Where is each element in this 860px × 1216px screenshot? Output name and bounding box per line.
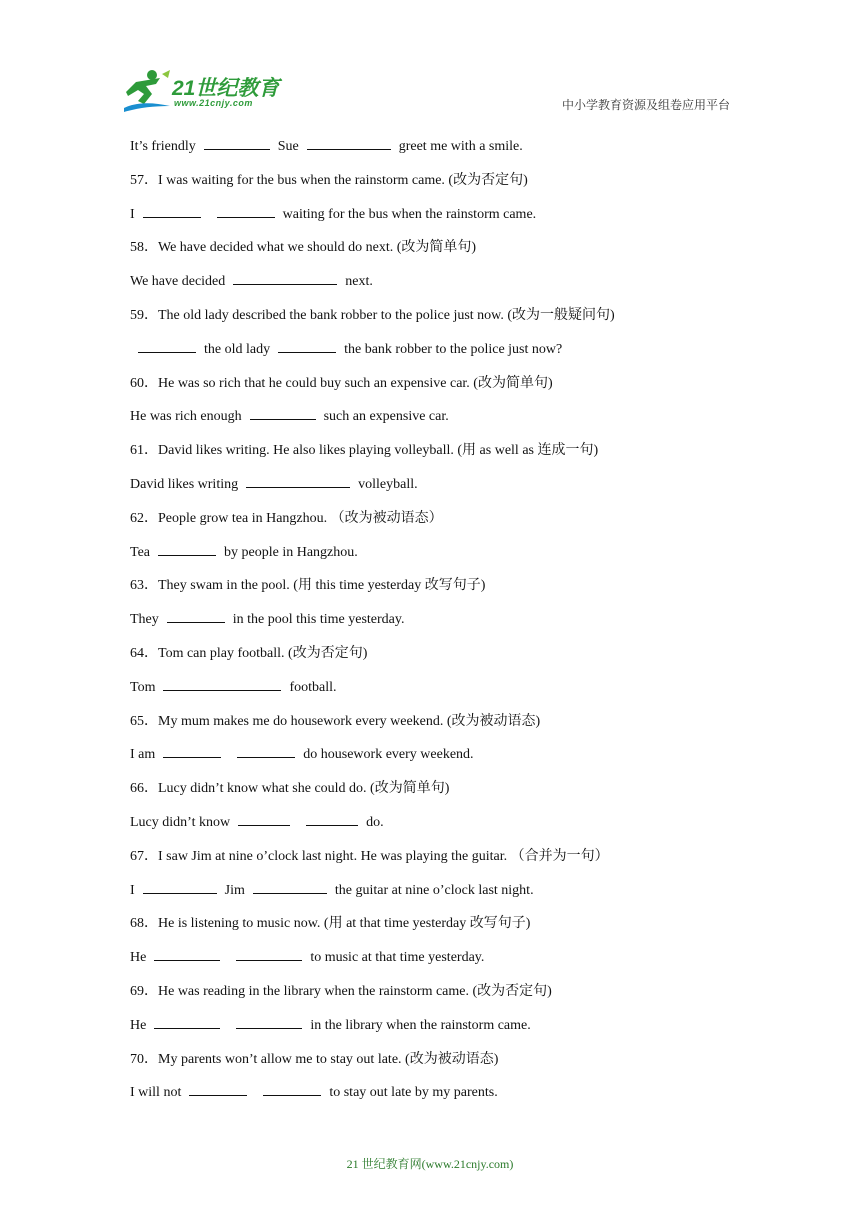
answer-text: Tea (130, 544, 151, 560)
answer-blank[interactable] (246, 475, 350, 488)
question-line (130, 374, 750, 408)
answer-blank[interactable] (167, 610, 225, 623)
answer-text: I will not (130, 1085, 182, 1101)
question-line (130, 171, 750, 205)
question-text: 60．He was so rich that he could buy such an expensive car. (改为简单句) (130, 375, 553, 391)
question-line (130, 441, 750, 475)
answer-text: Jim (224, 882, 245, 898)
answer-blank[interactable] (233, 272, 337, 285)
answer-text: football. (289, 679, 337, 695)
answer-line (130, 137, 750, 171)
answer-text: They (130, 612, 159, 628)
answer-text: such an expensive car. (323, 409, 449, 425)
answer-blank[interactable] (163, 678, 281, 691)
answer-blank[interactable] (217, 205, 275, 218)
answer-blank[interactable] (250, 407, 316, 420)
answer-text: He (130, 1017, 147, 1033)
answer-blank[interactable] (154, 1016, 220, 1029)
answer-line (130, 881, 750, 915)
answer-text: in the library when the rainstorm came. (310, 1017, 531, 1033)
question-line (130, 576, 750, 610)
answer-text: He was rich enough (130, 409, 242, 425)
answer-blank[interactable] (238, 813, 290, 826)
answer-text: waiting for the bus when the rainstorm came. (282, 206, 537, 222)
answer-text: to stay out late by my parents. (329, 1085, 498, 1101)
answer-line (130, 1083, 750, 1117)
answer-text: by people in Hangzhou. (224, 544, 358, 560)
question-line (130, 779, 750, 813)
answer-line (130, 610, 750, 644)
logo-brand-text: 21世纪教育 (172, 77, 280, 100)
answer-text: David likes writing (130, 476, 239, 492)
answer-text: I (130, 882, 135, 898)
answer-line (130, 1016, 750, 1050)
answer-text: volleyball. (358, 476, 418, 492)
answer-text: the old lady (204, 341, 271, 357)
question-text: 70．My parents won’t allow me to stay out late. (改为被动语态) (130, 1051, 499, 1067)
answer-blank[interactable] (163, 745, 221, 758)
answer-text: next. (345, 274, 373, 290)
page-header (0, 0, 860, 125)
question-line (130, 509, 750, 543)
page-footer: 21 世纪教育网(www.21cnjy.com) (346, 1157, 514, 1171)
answer-blank[interactable] (306, 813, 358, 826)
question-text: 57．I was waiting for the bus when the rainstorm came. (改为否定句) (130, 172, 528, 188)
question-text: 63．They swam in the pool. (用 this time yesterday 改写句子) (130, 578, 486, 594)
answer-line (130, 745, 750, 779)
question-line (130, 644, 750, 678)
answer-line (130, 948, 750, 982)
question-text: 68．He is listening to music now. (用 at that time yesterday 改写句子) (130, 916, 531, 932)
question-line (130, 712, 750, 746)
answer-blank[interactable] (189, 1083, 247, 1096)
answer-line (130, 205, 750, 239)
answer-blank[interactable] (236, 948, 302, 961)
question-line (130, 1050, 750, 1084)
question-text: 65．My mum makes me do housework every weekend. (改为被动语态) (130, 713, 541, 729)
answer-text: It’s friendly (130, 139, 196, 154)
question-line (130, 306, 750, 340)
logo-url-text: www.21cnjy.com (174, 98, 253, 108)
answer-text: I am (130, 747, 156, 763)
answer-blank[interactable] (143, 881, 217, 894)
question-text: 59．The old lady described the bank robber to the police just now. (改为一般疑问句) (130, 307, 615, 323)
answer-text: to music at that time yesterday. (310, 950, 485, 966)
answer-blank[interactable] (263, 1083, 321, 1096)
question-text: 64．Tom can play football. (改为否定句) (130, 645, 368, 661)
question-line (130, 847, 750, 881)
running-man-logo-icon (122, 68, 172, 114)
question-text: 62．People grow tea in Hangzhou. （改为被动语态） (130, 510, 443, 526)
exercise-list (130, 137, 750, 1117)
answer-text: He (130, 950, 147, 966)
answer-text: Tom (130, 679, 156, 695)
question-line (130, 914, 750, 948)
answer-text: do housework every weekend. (303, 747, 474, 763)
question-text: 58．We have decided what we should do next. (改为简单句) (130, 240, 477, 256)
question-text: 66．Lucy didn’t know what she could do. (改为简单句) (130, 781, 450, 797)
answer-line (130, 813, 750, 847)
answer-blank[interactable] (278, 340, 336, 353)
answer-line (130, 340, 750, 374)
answer-blank[interactable] (307, 137, 391, 150)
answer-blank[interactable] (143, 205, 201, 218)
answer-text: greet me with a smile. (398, 139, 523, 154)
question-text: 61．David likes writing. He also likes playing volleyball. (用 as well as 连成一句) (130, 443, 599, 459)
answer-line (130, 407, 750, 441)
answer-text: the guitar at nine o’clock last night. (334, 882, 534, 898)
answer-text: the bank robber to the police just now? (344, 341, 563, 357)
answer-line (130, 272, 750, 306)
answer-blank[interactable] (237, 745, 295, 758)
question-line (130, 238, 750, 272)
answer-blank[interactable] (158, 543, 216, 556)
question-text: 67．I saw Jim at nine o’clock last night. He was playing the guitar. （合并为一句） (130, 848, 609, 864)
answer-blank[interactable] (204, 137, 270, 150)
answer-blank[interactable] (138, 340, 196, 353)
answer-text: in the pool this time yesterday. (232, 612, 405, 628)
answer-blank[interactable] (253, 881, 327, 894)
platform-title: 中小学教育资源及组卷应用平台 (561, 98, 730, 112)
answer-blank[interactable] (154, 948, 220, 961)
answer-text: Sue (277, 139, 299, 154)
answer-text: I (130, 206, 135, 222)
answer-text: do. (366, 814, 384, 830)
answer-text: We have decided (130, 274, 226, 290)
answer-line (130, 475, 750, 509)
logo (122, 68, 292, 114)
question-text: 69．He was reading in the library when the rainstorm came. (改为否定句) (130, 983, 552, 999)
answer-line (130, 543, 750, 577)
answer-line (130, 678, 750, 712)
question-line (130, 982, 750, 1016)
answer-text: Lucy didn’t know (130, 814, 231, 830)
answer-blank[interactable] (236, 1016, 302, 1029)
